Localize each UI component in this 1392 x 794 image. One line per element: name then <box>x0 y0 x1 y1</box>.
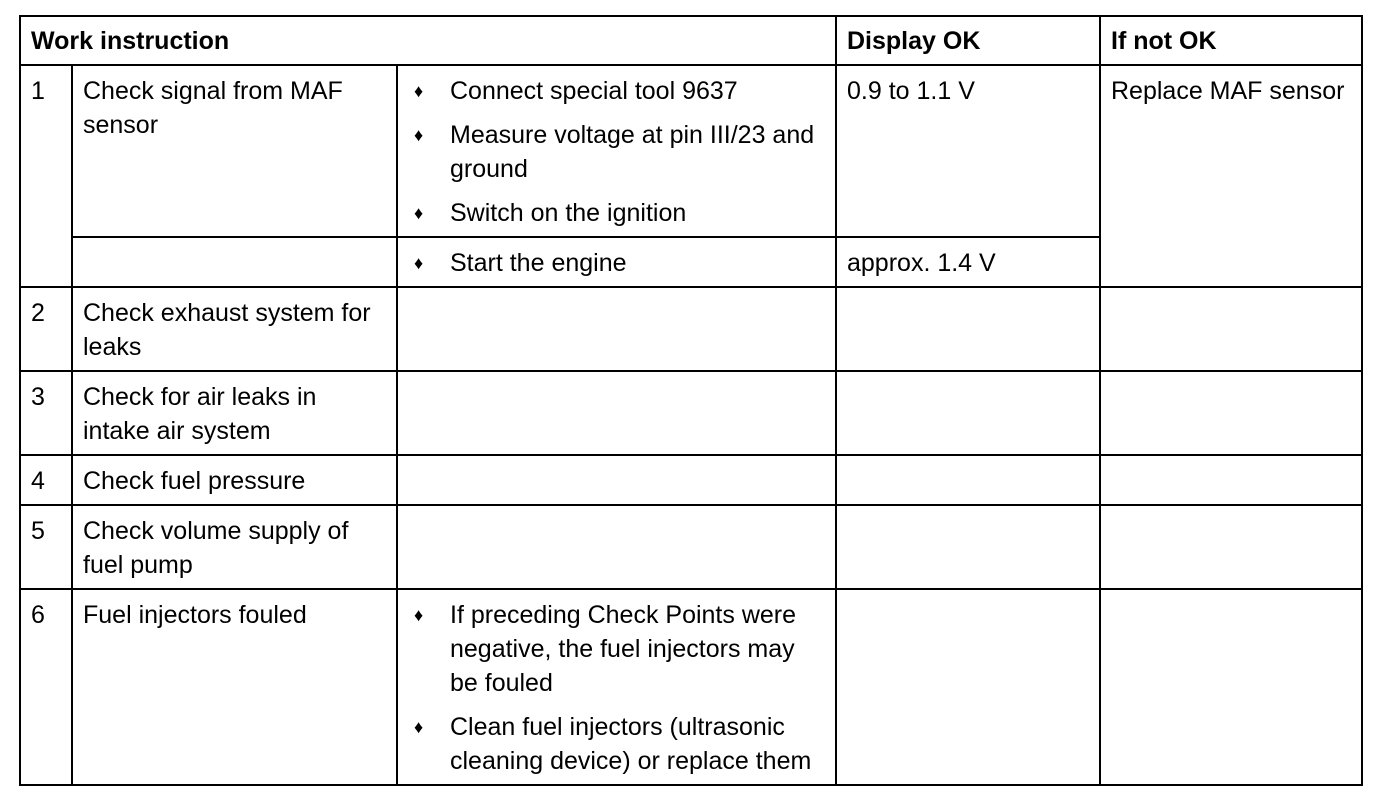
step-list-cell <box>397 589 836 785</box>
check-description: Check signal from MAF sensor <box>72 65 397 237</box>
display-ok-value: approx. 1.4 V <box>836 237 1100 287</box>
diamond-bullet-icon: ♦ <box>414 717 424 737</box>
step-text: Measure voltage at pin III/23 and ground <box>450 121 815 183</box>
row-number: 2 <box>20 287 72 371</box>
step-list-cell <box>397 65 836 237</box>
row-number: 3 <box>20 371 72 455</box>
check-description: Check for air leaks in intake air system <box>72 371 397 455</box>
check-description: Check exhaust system for leaks <box>72 287 397 371</box>
if-not-ok-action: Replace MAF sensor <box>1100 65 1362 287</box>
step-item <box>408 710 825 778</box>
table-row <box>20 455 1362 505</box>
if-not-ok-action <box>1100 371 1362 455</box>
diamond-bullet-icon: ♦ <box>414 605 424 625</box>
step-list <box>408 74 825 230</box>
check-description: Check fuel pressure <box>72 455 397 505</box>
display-ok-value: 0.9 to 1.1 V <box>836 65 1100 237</box>
step-list-cell <box>397 287 836 371</box>
step-text: If preceding Check Points were negative, the fuel injectors may be fouled <box>450 601 797 697</box>
step-list <box>408 598 825 778</box>
step-list-cell <box>397 371 836 455</box>
display-ok-value <box>836 505 1100 589</box>
step-text: Clean fuel injectors (ultrasonic cleaning device) or replace them <box>450 713 812 775</box>
step-text: Connect special tool 9637 <box>450 77 738 105</box>
row-number: 6 <box>20 589 72 785</box>
if-not-ok-action <box>1100 505 1362 589</box>
step-text: Switch on the ignition <box>450 199 687 227</box>
row-number: 1 <box>20 65 72 287</box>
display-ok-value <box>836 589 1100 785</box>
row-number: 5 <box>20 505 72 589</box>
header-if-not-ok: If not OK <box>1100 16 1362 65</box>
step-list-cell <box>397 505 836 589</box>
table-row <box>20 589 1362 785</box>
table-row <box>20 65 1362 237</box>
header-work-instruction: Work instruction <box>20 16 836 65</box>
diamond-bullet-icon: ♦ <box>414 81 424 101</box>
step-list-cell <box>397 455 836 505</box>
work-instruction-table <box>19 15 1363 786</box>
step-item <box>408 118 825 186</box>
table-row <box>20 505 1362 589</box>
display-ok-value <box>836 371 1100 455</box>
check-description: Check volume supply of fuel pump <box>72 505 397 589</box>
step-text: Start the engine <box>450 249 627 277</box>
row-number: 4 <box>20 455 72 505</box>
if-not-ok-action <box>1100 589 1362 785</box>
header-display-ok: Display OK <box>836 16 1100 65</box>
table-row <box>20 371 1362 455</box>
check-description: Fuel injectors fouled <box>72 589 397 785</box>
diamond-bullet-icon: ♦ <box>414 253 424 273</box>
step-item <box>408 74 825 108</box>
display-ok-value <box>836 287 1100 371</box>
step-list <box>408 246 825 280</box>
diamond-bullet-icon: ♦ <box>414 203 424 223</box>
diamond-bullet-icon: ♦ <box>414 125 424 145</box>
table-row <box>20 287 1362 371</box>
if-not-ok-action <box>1100 455 1362 505</box>
step-item <box>408 598 825 700</box>
display-ok-value <box>836 455 1100 505</box>
check-description <box>72 237 397 287</box>
if-not-ok-action <box>1100 287 1362 371</box>
step-list-cell <box>397 237 836 287</box>
step-item <box>408 196 825 230</box>
step-item <box>408 246 825 280</box>
table-header-row <box>20 16 1362 65</box>
